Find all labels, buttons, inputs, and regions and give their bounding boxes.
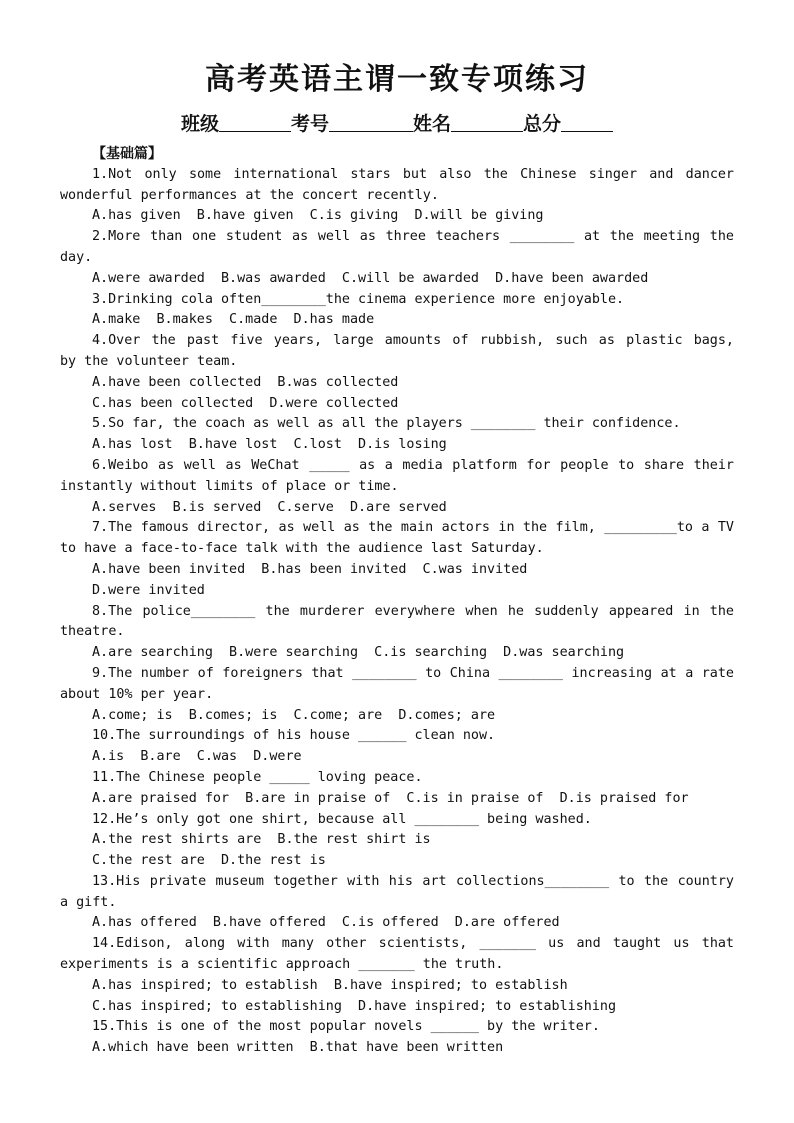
exam-number-label: 考号 xyxy=(290,113,329,135)
student-info-row xyxy=(0,110,794,138)
question-line: A.have been invited B.has been invited C.was invited xyxy=(92,561,528,577)
question-line: wonderful performances at the concert recently. xyxy=(60,187,439,203)
question-line: A.has given B.have given C.is giving D.will be giving xyxy=(92,208,544,224)
score-label: 总分 xyxy=(523,113,562,135)
question-line: A.has offered B.have offered C.is offered D.are offered xyxy=(92,915,560,931)
question-line: A.serves B.is served C.serve D.are served xyxy=(92,499,447,515)
page-title: 高考英语主谓一致专项练习 xyxy=(205,62,589,97)
question-line: A.come; is B.comes; is C.come; are D.comes; are xyxy=(92,707,496,723)
name-blank[interactable] xyxy=(451,111,523,132)
question-line: A.are praised for B.are in praise of C.is in praise of D.is praised for xyxy=(92,790,689,806)
question-line: A.the rest shirts are B.the rest shirt is xyxy=(92,832,431,848)
question-line: 13.His private museum together with his art collections________ to the country xyxy=(92,873,734,889)
question-line: 11.The Chinese people _____ loving peace. xyxy=(92,769,423,785)
question-line: 8.The police________ the murderer everywhere when he suddenly appeared in the xyxy=(92,603,734,619)
section-heading: 【基础篇】 xyxy=(92,146,162,162)
question-line: theatre. xyxy=(60,624,125,640)
name-label: 姓名 xyxy=(413,113,452,135)
question-line: 12.He’s only got one shirt, because all ________ being washed. xyxy=(92,811,592,827)
question-line: by the volunteer team. xyxy=(60,353,238,369)
question-line: 5.So far, the coach as well as all the players ________ their confidence. xyxy=(92,416,681,432)
question-line: day. xyxy=(60,249,93,265)
question-line: 6.Weibo as well as WeChat _____ as a media platform for people to share their xyxy=(92,457,734,473)
question-line: D.were invited xyxy=(92,582,205,598)
question-line: 2.More than one student as well as three teachers ________ at the meeting the xyxy=(92,229,734,245)
question-line: A.are searching B.were searching C.is searching D.was searching xyxy=(92,645,625,661)
question-line: A.have been collected B.was collected xyxy=(92,374,399,390)
question-line: C.has inspired; to establishing D.have inspired; to establishing xyxy=(92,998,617,1014)
question-line: 4.Over the past five years, large amounts of rubbish, such as plastic bags, xyxy=(92,333,734,349)
question-line: a gift. xyxy=(60,894,117,910)
question-lines xyxy=(60,165,734,1059)
question-line: A.has inspired; to establish B.have inspired; to establish xyxy=(92,977,568,993)
question-line: A.has lost B.have lost C.lost D.is losing xyxy=(92,437,447,453)
question-line: 7.The famous director, as well as the main actors in the film, _________to a TV xyxy=(92,520,734,536)
question-list xyxy=(60,144,734,1059)
question-line: A.were awarded B.was awarded C.will be awarded D.have been awarded xyxy=(92,270,649,286)
question-line: 14.Edison, along with many other scientists, _______ us and taught us that xyxy=(92,936,734,952)
class-blank[interactable] xyxy=(219,111,291,132)
question-line: C.has been collected D.were collected xyxy=(92,395,399,411)
question-line: C.the rest are D.the rest is xyxy=(92,853,326,869)
class-label: 班级 xyxy=(180,113,219,135)
question-line: 9.The number of foreigners that ________ to China ________ increasing at a rate xyxy=(92,665,734,681)
question-line: A.make B.makes C.made D.has made xyxy=(92,312,375,328)
question-line: 3.Drinking cola often________the cinema experience more enjoyable. xyxy=(92,291,625,307)
question-line: about 10% per year. xyxy=(60,686,214,702)
question-line: instantly without limits of place or time. xyxy=(60,478,399,494)
question-line: 15.This is one of the most popular novels ______ by the writer. xyxy=(92,1019,600,1035)
question-line: A.is B.are C.was D.were xyxy=(92,749,302,765)
exam-number-blank[interactable] xyxy=(329,111,413,132)
question-line: A.which have been written B.that have been written xyxy=(92,1040,504,1056)
question-line: 1.Not only some international stars but also the Chinese singer and dancer xyxy=(92,166,734,182)
question-line: to have a face-to-face talk with the audience last Saturday. xyxy=(60,541,544,557)
question-line: 10.The surroundings of his house ______ clean now. xyxy=(92,728,496,744)
score-blank[interactable] xyxy=(561,111,613,132)
question-line: experiments is a scientific approach _______ the truth. xyxy=(60,957,504,973)
